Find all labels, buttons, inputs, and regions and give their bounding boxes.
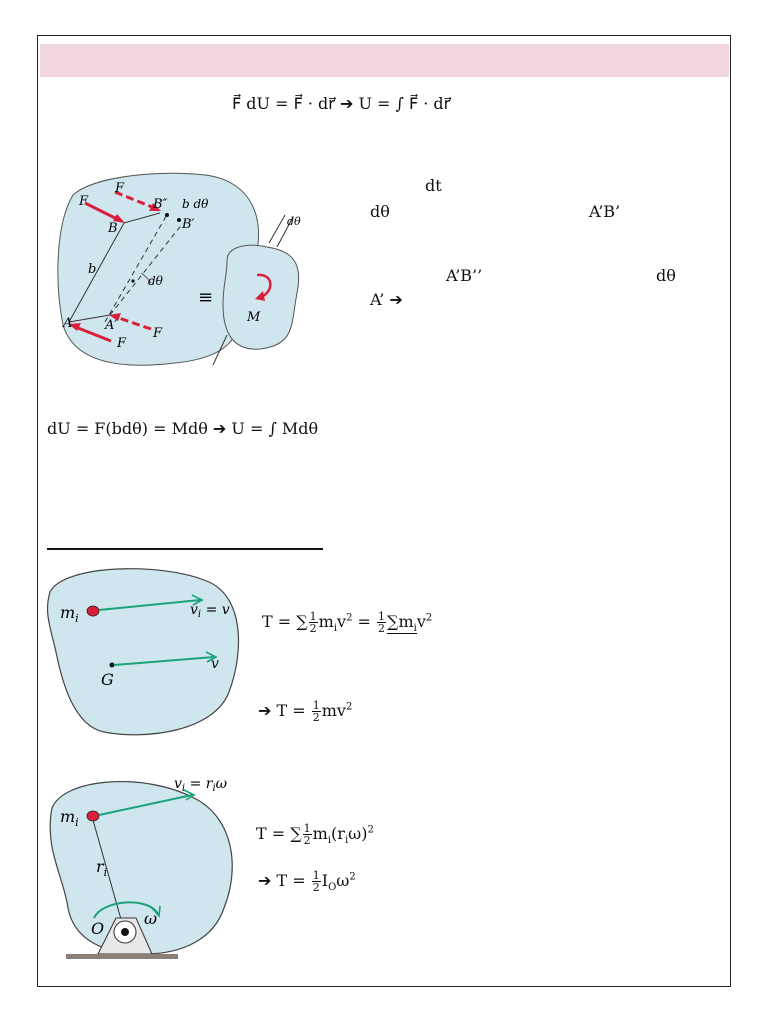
svg-text:vi = riω: [174, 776, 228, 794]
kinetic-energy-rotation-sum: T = ∑ $\frac{1}{2}$ $m_i(r_i\omega)^2$: [256, 822, 374, 847]
label-vi-rhs: = v: [201, 602, 230, 618]
eq3-frac-1: $\frac{1}{2}$: [309, 610, 317, 635]
eq6-frac: $\frac{1}{2}$: [312, 869, 320, 894]
equivalence-symbol: ≡: [198, 287, 214, 308]
label-vi: v: [190, 602, 198, 618]
eq3-underbrace-group: $\sum m_i$: [387, 612, 417, 635]
label-omega-rot: ω: [215, 776, 228, 792]
label-b: B: [108, 221, 118, 236]
svg-text:vi = v: [190, 602, 230, 620]
kinetic-energy-translation-result: ➔ T = $\frac{1}{2}$ $mv^2$: [258, 699, 353, 724]
ground: [66, 954, 178, 959]
label-b-length: b: [88, 262, 97, 277]
label-vi-rot-sub: i: [181, 783, 186, 794]
couple-work-figure: [55, 165, 305, 370]
label-dtheta-right: dθ: [287, 215, 301, 228]
label-f-top: F: [115, 181, 125, 196]
section-divider: [47, 548, 323, 550]
label-a: A: [63, 316, 73, 331]
eq3-frac-2: $\frac{1}{2}$: [378, 610, 386, 635]
label-b-dprime: B″: [153, 197, 168, 212]
side-dtheta-2: dθ: [656, 266, 676, 285]
point-b-prime: [177, 218, 181, 222]
kinetic-energy-rotation-result: ➔ T = $\frac{1}{2}$ $I_O\omega^2$: [258, 869, 356, 894]
label-mi-rot: m: [60, 807, 76, 826]
label-mi-rot-sub: i: [75, 816, 79, 829]
label-b-dtheta: b dθ: [182, 197, 209, 211]
label-vi-rot-rhs: = r: [185, 776, 213, 792]
side-a-prime-arrow: A’ ➔: [370, 290, 403, 309]
particle-mi-rot: [87, 811, 99, 821]
label-ri: r: [96, 857, 104, 876]
side-ab-prime: A’B’: [589, 202, 621, 221]
label-mi: m: [60, 603, 76, 622]
label-ri-sub: i: [103, 866, 108, 879]
rotation-body-shape: [50, 782, 232, 954]
label-vi-rot: v: [174, 776, 182, 792]
label-v: v: [211, 656, 219, 672]
label-f-top-left: F: [79, 194, 89, 209]
label-b-prime: B′: [182, 217, 195, 232]
side-dtheta-1: dθ: [370, 202, 390, 221]
eq3-m: m: [318, 612, 334, 631]
eq4-frac: $\frac{1}{2}$: [312, 699, 320, 724]
particle-mi: [87, 606, 99, 616]
kinetic-energy-translation-sum: T = ∑ $\frac{1}{2}$ $m_iv^2$ = $\frac{1}{2}$ $\sum m_iv^2$: [262, 610, 433, 635]
label-f-bottom-right: F: [153, 326, 163, 341]
title-banner: [40, 44, 729, 77]
eq3-t: T = ∑: [262, 612, 308, 631]
label-m: M: [247, 310, 261, 325]
eq5-frac: $\frac{1}{2}$: [303, 822, 311, 847]
label-mi-sub: i: [75, 612, 79, 625]
side-ab-dprime: A’B’’: [446, 266, 483, 285]
equivalent-body-axis-top2: [269, 215, 285, 243]
work-definition-equation: F⃗ dU = F⃗ · dr⃗ ➔ U = ∫ F⃗ · dr⃗: [232, 94, 451, 113]
label-o: O: [91, 919, 105, 938]
label-vi-sub: i: [197, 609, 202, 620]
translation-figure: [44, 562, 249, 742]
center-of-mass-g: [110, 663, 115, 668]
point-b-dprime: [165, 213, 169, 217]
pin-center-o: [121, 928, 129, 936]
label-omega: ω: [144, 909, 158, 928]
work-of-couple-equation: dU = F(bdθ) = Mdθ ➔ U = ∫ Mdθ: [47, 419, 319, 438]
angle-center: [131, 279, 134, 282]
side-dt: dt: [425, 176, 442, 195]
rotation-figure: [44, 768, 249, 978]
label-ri-rot-sub: i: [212, 783, 216, 794]
translation-body-shape: [48, 569, 239, 735]
label-f-bottom-left: F: [117, 336, 127, 351]
label-a-prime: A′: [105, 318, 118, 333]
label-g: G: [101, 670, 114, 689]
label-dtheta-inner: dθ: [148, 274, 163, 288]
